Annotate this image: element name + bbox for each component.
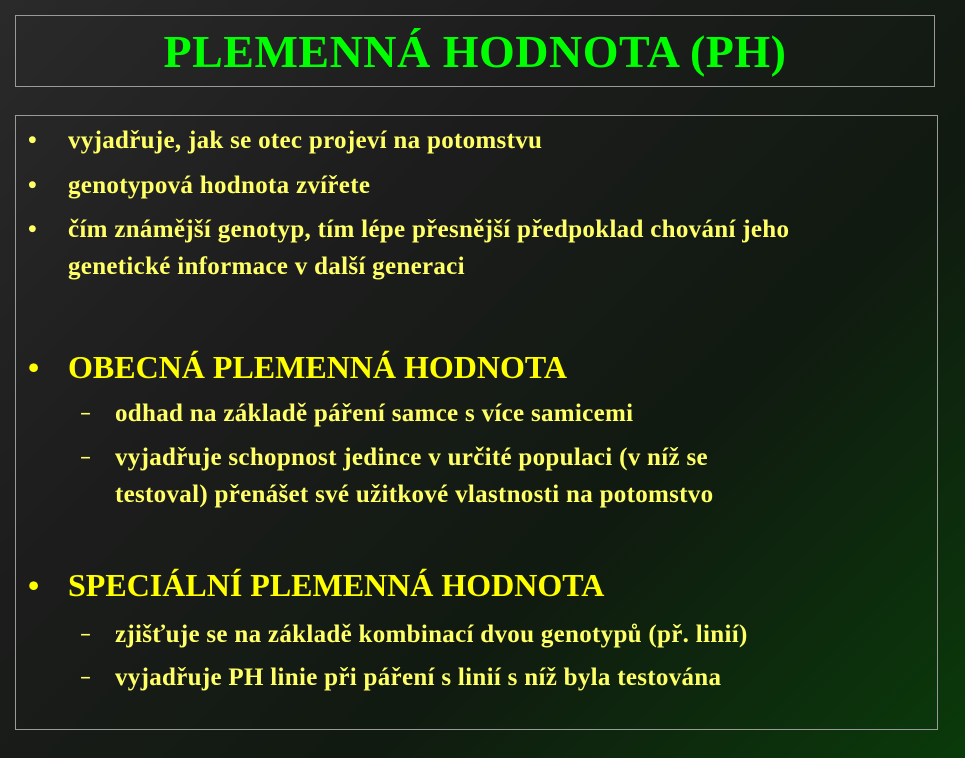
sub-item-text: vyjadřuje PH linie při páření s linií s níž byla testována [115, 664, 722, 691]
bullet-marker: • [28, 172, 38, 199]
section-heading-text: SPECIÁLNÍ PLEMENNÁ HODNOTA [68, 567, 605, 603]
slide-title: PLEMENNÁ HODNOTA (PH) [163, 26, 787, 77]
sub-item-text: odhad na základě páření samce s více samicemi [115, 400, 634, 427]
bullet-marker: • [28, 567, 40, 603]
bullet-marker: • [28, 349, 40, 385]
title-box [15, 15, 935, 87]
dash-marker: – [80, 401, 92, 426]
bullet-text-line: genetické informace v další generaci [68, 253, 465, 280]
sub-item-text-line: testoval) přenášet své užitkové vlastnosti na potomstvo [115, 481, 714, 508]
sub-item-text-line: vyjadřuje schopnost jedince v určité populaci (v níž se [115, 444, 708, 471]
dash-marker: – [80, 445, 92, 470]
bullet-text: vyjadřuje, jak se otec projeví na potomstvu [68, 127, 543, 154]
bullet-marker: • [28, 127, 38, 154]
dash-marker: – [80, 622, 92, 647]
bullet-marker: • [28, 216, 38, 243]
dash-marker: – [80, 665, 92, 690]
bullet-text: genotypová hodnota zvířete [68, 172, 371, 199]
bullet-text-line: čím známější genotyp, tím lépe přesnější předpoklad chování jeho [68, 216, 790, 243]
section-heading-text: OBECNÁ PLEMENNÁ HODNOTA [68, 349, 567, 385]
sub-item-text: zjišťuje se na základě kombinací dvou genotypů (př. linií) [115, 621, 748, 648]
